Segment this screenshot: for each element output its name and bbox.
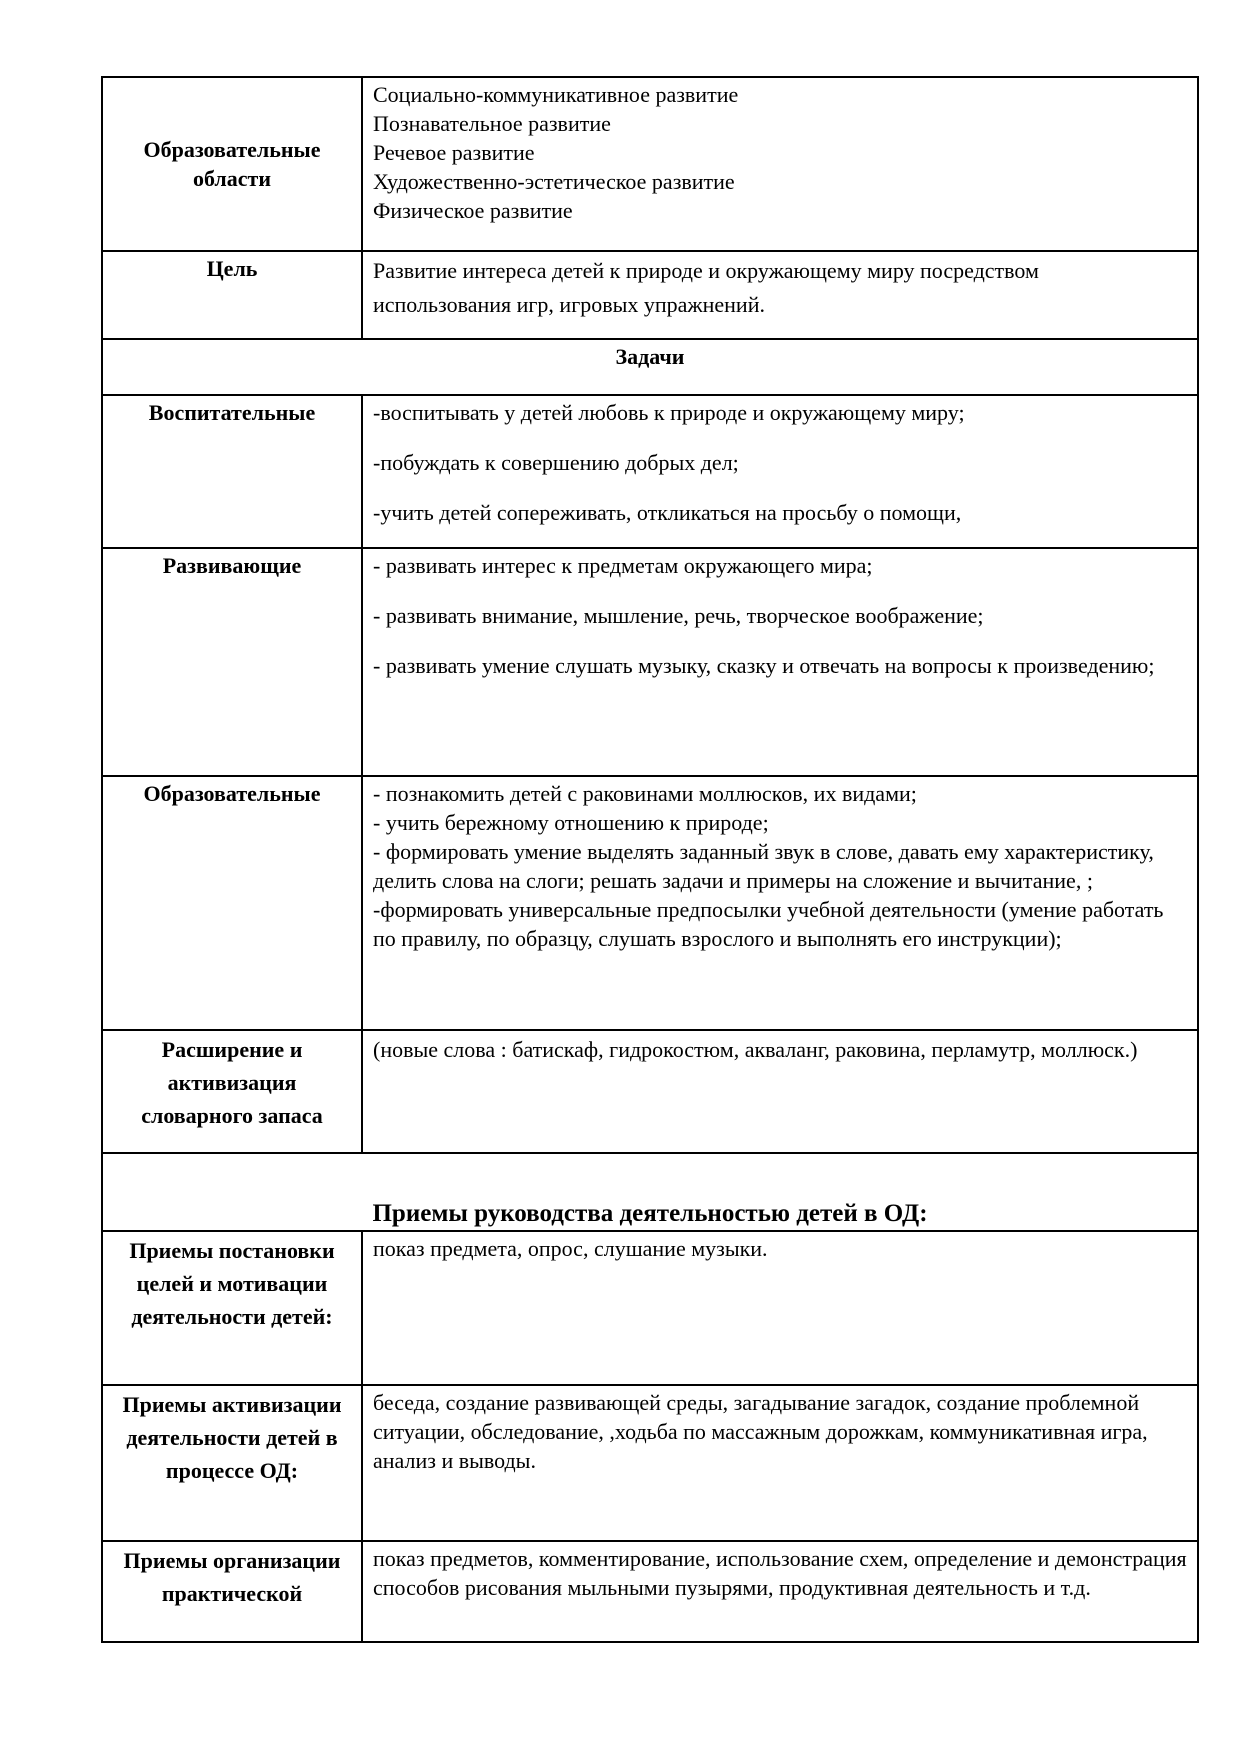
list-item: - развивать внимание, мышление, речь, творческое воображение; xyxy=(373,603,984,628)
row-content xyxy=(362,395,1198,548)
list-item: - познакомить детей с раковинами моллюсков, их видами; xyxy=(373,781,917,806)
row-vocabulary xyxy=(102,1030,1198,1153)
row-content xyxy=(362,548,1198,776)
row-activation-methods xyxy=(102,1385,1198,1541)
list-item: Познавательное развитие xyxy=(373,111,611,136)
row-content xyxy=(362,77,1198,251)
row-upbringing xyxy=(102,395,1198,548)
list-item: - развивать интерес к предметам окружающего мира; xyxy=(373,553,873,578)
row-content: (новые слова : батискаф, гидрокостюм, акваланг, раковина, перламутр, моллюск.) xyxy=(362,1030,1198,1153)
row-practical-methods xyxy=(102,1541,1198,1642)
list-item: Социально-коммуникативное развитие xyxy=(373,82,739,107)
list-item: -учить детей сопереживать, откликаться на просьбу о помощи, xyxy=(373,500,962,525)
row-goal xyxy=(102,251,1198,339)
list-item: - учить бережному отношению к природе; xyxy=(373,810,769,835)
list-item: -формировать универсальные предпосылки учебной деятельности (умение работать по правилу, по образцу, слушать взрослого и выполнять его инструкции); xyxy=(373,897,1164,951)
row-content xyxy=(362,251,1198,339)
row-goal-setting-methods xyxy=(102,1231,1198,1385)
row-label: Развивающие xyxy=(102,548,362,776)
row-label: Воспитательные xyxy=(102,395,362,548)
section-heading: Приемы руководства деятельностью детей в ОД: xyxy=(102,1153,1198,1231)
list-item: - формировать умение выделять заданный звук в слове, давать ему характеристику, делить слова на слоги; решать задачи и примеры на сложение и вычитание, ; xyxy=(373,839,1154,893)
section-heading: Задачи xyxy=(102,339,1198,395)
row-content: показ предметов, комментирование, использование схем, определение и демонстрация способов рисования мыльными пузырями, продуктивная деятельность и т.д. xyxy=(362,1541,1198,1642)
row-methods-header xyxy=(102,1153,1198,1231)
list-item: - развивать умение слушать музыку, сказку и отвечать на вопросы к произведению; xyxy=(373,653,1155,678)
row-educational-areas xyxy=(102,77,1198,251)
lesson-plan-table xyxy=(101,76,1199,1643)
list-item: Физическое развитие xyxy=(373,198,573,223)
row-developing xyxy=(102,548,1198,776)
row-label: Расширение и активизация словарного запаса xyxy=(102,1030,362,1153)
row-content: беседа, создание развивающей среды, загадывание загадок, создание проблемной ситуации, обследование, ,ходьба по массажным дорожкам, коммуникативная игра, анализ и выводы. xyxy=(362,1385,1198,1541)
list-item: -побуждать к совершению добрых дел; xyxy=(373,450,739,475)
row-content: показ предмета, опрос, слушание музыки. xyxy=(362,1231,1198,1385)
row-label: Приемы постановки целей и мотивации деятельности детей: xyxy=(102,1231,362,1385)
list-item: Речевое развитие xyxy=(373,140,535,165)
row-content xyxy=(362,776,1198,1030)
row-label: Образовательные xyxy=(102,776,362,1030)
row-label: Цель xyxy=(102,251,362,339)
row-label: Приемы организации практической xyxy=(102,1541,362,1642)
list-item: Художественно-эстетическое развитие xyxy=(373,169,735,194)
row-label: Приемы активизации деятельности детей в процессе ОД: xyxy=(102,1385,362,1541)
text-line: использования игр, игровых упражнений. xyxy=(373,292,765,317)
row-educational xyxy=(102,776,1198,1030)
text-line: Развитие интереса детей к природе и окружающему миру посредством xyxy=(373,258,1039,283)
row-tasks-header xyxy=(102,339,1198,395)
row-label: Образовательные области xyxy=(102,77,362,251)
list-item: -воспитывать у детей любовь к природе и окружающему миру; xyxy=(373,400,965,425)
